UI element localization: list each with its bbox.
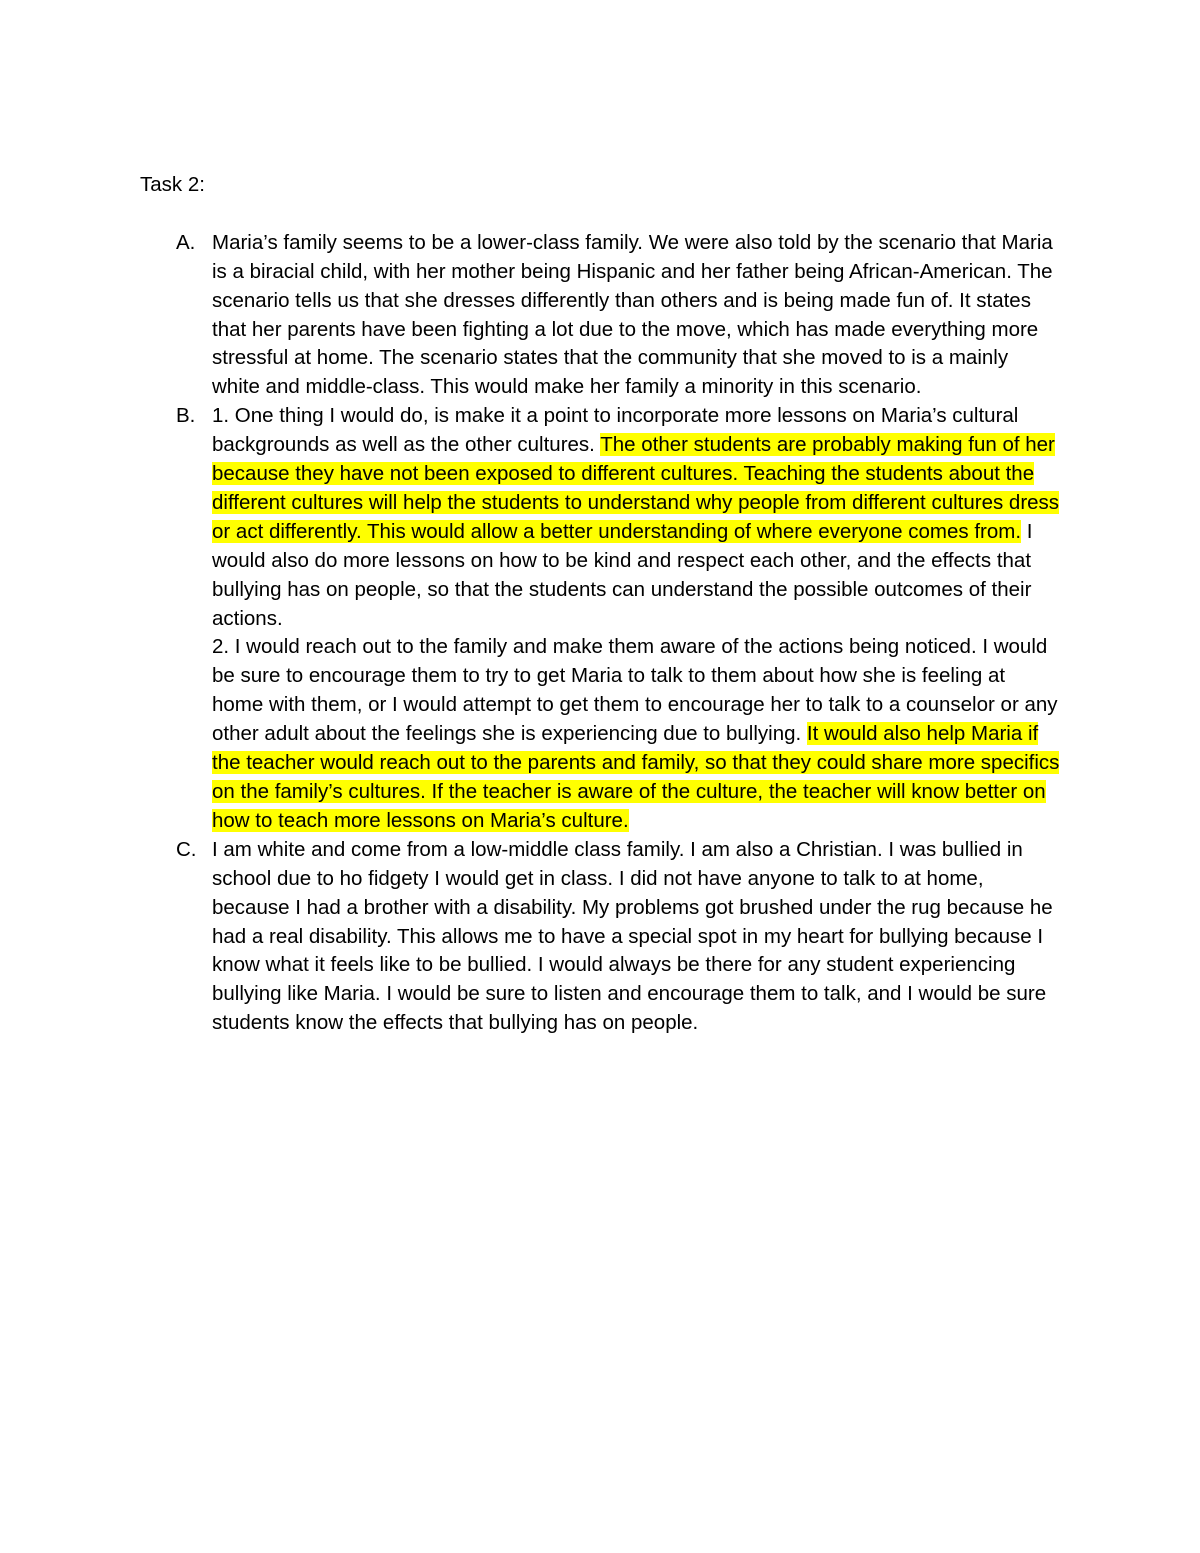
highlighted-text: The other students are probably making fun of her because they have not been exposed to different cultures. Teaching the students about the different cultures will help the students to understand why people from different cultures dress or act differently. This would allow a better understanding of where everyone comes from. — [212, 433, 1060, 543]
list-marker: A. — [176, 230, 196, 254]
answer-paragraph — [212, 402, 1060, 633]
answer-text: Maria’s family seems to be a lower-class family. We were also told by the scenario that Maria is a biracial child, with her mother being Hispanic and her father being African-American. The scenario tells us that she dresses differently than others and is being made fun of. It states that her parents have been fighting a lot due to the move, which has made everything more stressful at home. The scenario states that the community that she moved to is a mainly white and middle-class. This would make her family a minority in this scenario. — [212, 230, 1053, 399]
list-marker: C. — [176, 837, 197, 861]
answer-text: 1. One thing I would do, is make it a point to incorporate more lessons on Maria’s cultural backgrounds as well as the other cultures. — [212, 404, 1019, 457]
answer-paragraph — [212, 836, 1060, 1038]
answer-paragraph — [212, 633, 1060, 835]
answer-text: I would also do more lessons on how to be kind and respect each other, and the effects that bullying has on people, so that the students can understand the possible outcomes of their actions. — [212, 519, 1033, 630]
answer-list — [140, 229, 1060, 1038]
list-item — [140, 229, 1060, 402]
list-item — [140, 402, 1060, 836]
task-heading: Task 2: — [140, 173, 205, 196]
highlighted-text: It would also help Maria if the teacher would reach out to the parents and family, so that they could share more specifics on the family’s cultures. If the teacher is aware of the culture, the teacher will know better on how to teach more lessons on Maria’s culture. — [212, 722, 1060, 832]
answer-text: I am white and come from a low-middle class family. I am also a Christian. I was bullied in school due to ho fidgety I would get in class. I did not have anyone to talk to at home, because I had a brother with a disability. My problems got brushed under the rug because he had a real disability. This allows me to have a special spot in my heart for bullying because I know what it feels like to be bullied. I would always be there for any student experiencing bullying like Maria. I would be sure to listen and encourage them to talk, and I would be sure students know the effects that bullying has on people. — [212, 837, 1053, 1035]
document-body — [140, 171, 1060, 1038]
answer-text: 2. I would reach out to the family and make them aware of the actions being noticed. I would be sure to encourage them to try to get Maria to talk to them about how she is feeling at home with them, or I would attempt to get them to encourage her to talk to a counselor or any other adult about the feelings she is experiencing due to bullying. — [212, 635, 1058, 746]
list-marker: B. — [176, 404, 196, 428]
list-item — [140, 836, 1060, 1038]
answer-paragraph — [212, 229, 1060, 402]
